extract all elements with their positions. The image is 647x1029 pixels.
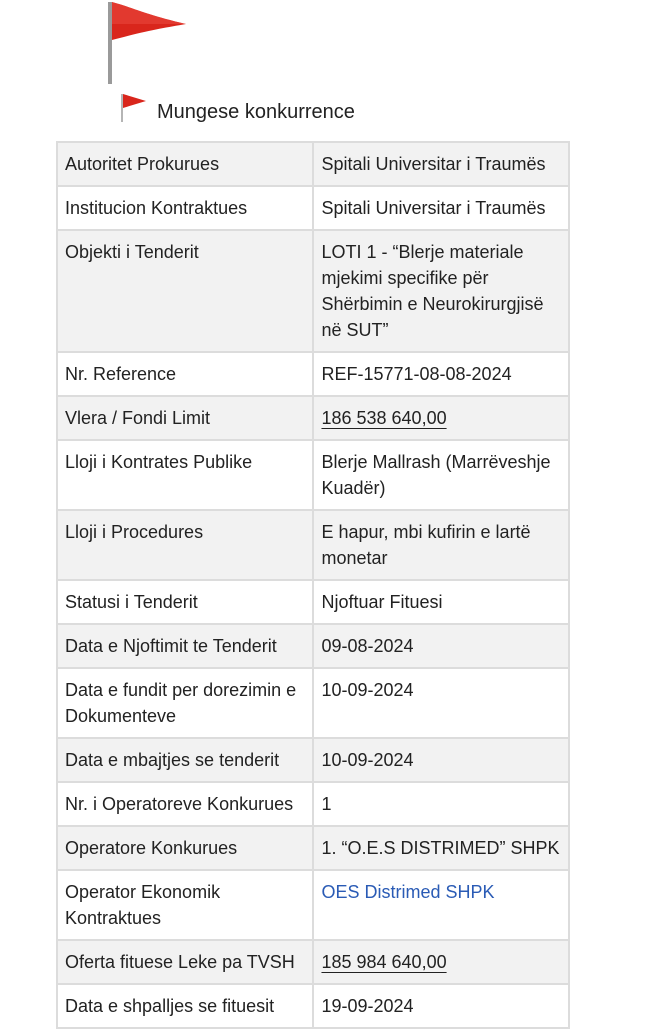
- row-label: Data e Njoftimit te Tenderit: [57, 624, 313, 668]
- table-row: [57, 870, 569, 940]
- row-label: Data e fundit per dorezimin e Dokumenteve: [57, 668, 313, 738]
- row-value: Blerje Mallrash (Marrëveshje Kuadër): [313, 440, 569, 510]
- table-row: [57, 984, 569, 1028]
- table-row: [57, 440, 569, 510]
- table-row: [57, 624, 569, 668]
- table-row: [57, 782, 569, 826]
- row-value: REF-15771-08-08-2024: [313, 352, 569, 396]
- tender-details-table: [56, 141, 570, 1029]
- row-label: Operator Ekonomik Kontraktues: [57, 870, 313, 940]
- row-value: 09-08-2024: [313, 624, 569, 668]
- row-label: Lloji i Kontrates Publike: [57, 440, 313, 510]
- row-value: LOTI 1 - “Blerje materiale mjekimi specifike për Shërbimin e Neurokirurgjisë në SUT”: [313, 230, 569, 352]
- row-value: 10-09-2024: [313, 668, 569, 738]
- table-row: [57, 738, 569, 782]
- red-flag-icon: [118, 92, 150, 124]
- row-label: Institucion Kontraktues: [57, 186, 313, 230]
- row-label: Data e shpalljes se fituesit: [57, 984, 313, 1028]
- row-label: Statusi i Tenderit: [57, 580, 313, 624]
- row-value: E hapur, mbi kufirin e lartë monetar: [313, 510, 569, 580]
- table-row: [57, 826, 569, 870]
- table-row: [57, 396, 569, 440]
- table-row: [57, 940, 569, 984]
- table-row: [57, 510, 569, 580]
- row-value: Spitali Universitar i Traumës: [313, 186, 569, 230]
- row-value: [313, 940, 569, 984]
- row-value: 1. “O.E.S DISTRIMED” SHPK: [313, 826, 569, 870]
- row-value: 1: [313, 782, 569, 826]
- row-label: Objekti i Tenderit: [57, 230, 313, 352]
- table-row: [57, 186, 569, 230]
- winning-offer-value: 185 984 640,00: [321, 952, 447, 972]
- status-label: Mungese konkurrence: [157, 101, 355, 123]
- row-label: Data e mbajtjes se tenderit: [57, 738, 313, 782]
- row-label: Lloji i Procedures: [57, 510, 313, 580]
- red-flag-icon: [104, 0, 194, 86]
- limit-fund-value: 186 538 640,00: [321, 408, 447, 428]
- table-row: [57, 668, 569, 738]
- row-value: 10-09-2024: [313, 738, 569, 782]
- table-row: [57, 580, 569, 624]
- row-value: [313, 870, 569, 940]
- table-row: [57, 352, 569, 396]
- row-label: Vlera / Fondi Limit: [57, 396, 313, 440]
- row-value: Spitali Universitar i Traumës: [313, 142, 569, 186]
- row-value: [313, 396, 569, 440]
- table-row: [57, 230, 569, 352]
- row-value: Njoftuar Fituesi: [313, 580, 569, 624]
- row-label: Operatore Konkurues: [57, 826, 313, 870]
- row-label: Autoritet Prokurues: [57, 142, 313, 186]
- row-label: Nr. i Operatoreve Konkurues: [57, 782, 313, 826]
- row-label: Oferta fituese Leke pa TVSH: [57, 940, 313, 984]
- row-label: Nr. Reference: [57, 352, 313, 396]
- table-row: [57, 142, 569, 186]
- row-value: 19-09-2024: [313, 984, 569, 1028]
- contractor-link[interactable]: OES Distrimed SHPK: [321, 882, 495, 902]
